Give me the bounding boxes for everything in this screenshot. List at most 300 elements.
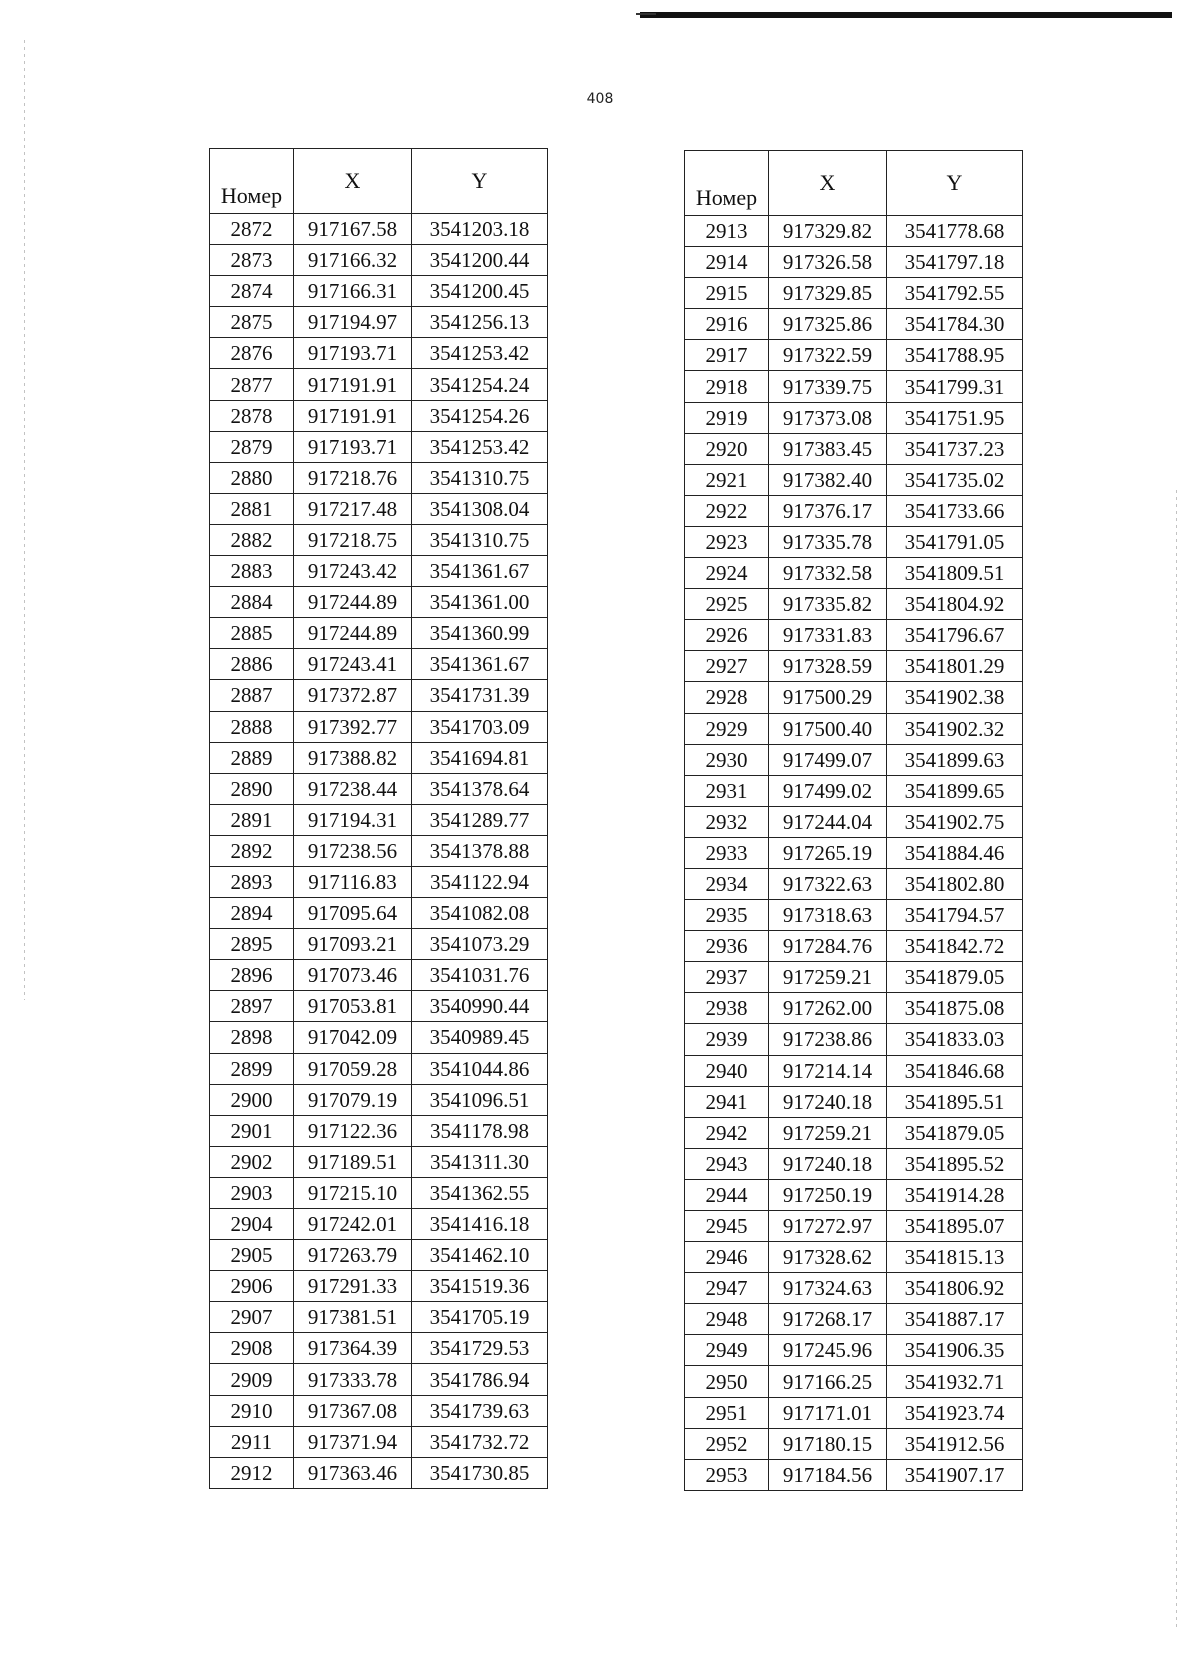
cell-number: 2884 bbox=[210, 587, 294, 618]
cell-x: 917244.89 bbox=[294, 587, 412, 618]
cell-number: 2916 bbox=[685, 309, 769, 340]
table-row bbox=[685, 558, 1023, 589]
cell-y: 3541200.45 bbox=[412, 276, 548, 307]
cell-number: 2889 bbox=[210, 742, 294, 773]
table-row bbox=[685, 744, 1023, 775]
coordinates-table-left bbox=[209, 148, 548, 1489]
cell-y: 3541462.10 bbox=[412, 1240, 548, 1271]
cell-number: 2953 bbox=[685, 1459, 769, 1490]
table-row bbox=[685, 837, 1023, 868]
cell-y: 3541815.13 bbox=[887, 1242, 1023, 1273]
cell-number: 2949 bbox=[685, 1335, 769, 1366]
table-row bbox=[685, 216, 1023, 247]
cell-x: 917243.41 bbox=[294, 649, 412, 680]
cell-x: 917263.79 bbox=[294, 1240, 412, 1271]
scan-edge-mark-right bbox=[1176, 490, 1177, 1630]
table-header-row bbox=[210, 149, 548, 214]
table-row bbox=[210, 1209, 548, 1240]
cell-y: 3541311.30 bbox=[412, 1146, 548, 1177]
cell-number: 2905 bbox=[210, 1240, 294, 1271]
cell-x: 917240.18 bbox=[769, 1148, 887, 1179]
cell-y: 3541804.92 bbox=[887, 589, 1023, 620]
cell-y: 3541799.31 bbox=[887, 371, 1023, 402]
cell-y: 3541253.42 bbox=[412, 338, 548, 369]
cell-number: 2931 bbox=[685, 775, 769, 806]
cell-x: 917218.75 bbox=[294, 524, 412, 555]
column-header-y: Y bbox=[412, 149, 548, 214]
table-row bbox=[210, 1271, 548, 1302]
cell-number: 2947 bbox=[685, 1273, 769, 1304]
cell-y: 3541879.05 bbox=[887, 1117, 1023, 1148]
cell-number: 2875 bbox=[210, 307, 294, 338]
table-row bbox=[210, 742, 548, 773]
cell-y: 3541792.55 bbox=[887, 278, 1023, 309]
cell-x: 917244.89 bbox=[294, 618, 412, 649]
cell-x: 917059.28 bbox=[294, 1053, 412, 1084]
cell-number: 2873 bbox=[210, 245, 294, 276]
column-header-y: Y bbox=[887, 151, 1023, 216]
cell-x: 917329.85 bbox=[769, 278, 887, 309]
cell-number: 2878 bbox=[210, 400, 294, 431]
cell-y: 3541732.72 bbox=[412, 1426, 548, 1457]
cell-y: 3541923.74 bbox=[887, 1397, 1023, 1428]
cell-number: 2941 bbox=[685, 1086, 769, 1117]
cell-y: 3541794.57 bbox=[887, 900, 1023, 931]
cell-x: 917184.56 bbox=[769, 1459, 887, 1490]
cell-y: 3541203.18 bbox=[412, 214, 548, 245]
table-row bbox=[685, 589, 1023, 620]
cell-number: 2942 bbox=[685, 1117, 769, 1148]
cell-number: 2913 bbox=[685, 216, 769, 247]
table-row bbox=[210, 587, 548, 618]
cell-x: 917214.14 bbox=[769, 1055, 887, 1086]
cell-y: 3541875.08 bbox=[887, 993, 1023, 1024]
cell-x: 917079.19 bbox=[294, 1084, 412, 1115]
cell-y: 3541360.99 bbox=[412, 618, 548, 649]
cell-y: 3541361.67 bbox=[412, 556, 548, 587]
cell-x: 917166.32 bbox=[294, 245, 412, 276]
cell-y: 3541361.67 bbox=[412, 649, 548, 680]
table-row bbox=[685, 526, 1023, 557]
table-row bbox=[685, 651, 1023, 682]
cell-number: 2926 bbox=[685, 620, 769, 651]
table-row bbox=[210, 773, 548, 804]
cell-y: 3541788.95 bbox=[887, 340, 1023, 371]
cell-number: 2950 bbox=[685, 1366, 769, 1397]
cell-number: 2893 bbox=[210, 866, 294, 897]
cell-x: 917499.02 bbox=[769, 775, 887, 806]
table-row bbox=[685, 433, 1023, 464]
cell-y: 3541751.95 bbox=[887, 402, 1023, 433]
cell-x: 917167.58 bbox=[294, 214, 412, 245]
cell-number: 2872 bbox=[210, 214, 294, 245]
cell-y: 3541694.81 bbox=[412, 742, 548, 773]
table-row bbox=[210, 680, 548, 711]
cell-number: 2909 bbox=[210, 1364, 294, 1395]
cell-x: 917328.62 bbox=[769, 1242, 887, 1273]
cell-y: 3541703.09 bbox=[412, 711, 548, 742]
cell-y: 3541801.29 bbox=[887, 651, 1023, 682]
table-row bbox=[210, 214, 548, 245]
cell-y: 3541884.46 bbox=[887, 837, 1023, 868]
cell-y: 3541739.63 bbox=[412, 1395, 548, 1426]
cell-y: 3541733.66 bbox=[887, 495, 1023, 526]
cell-y: 3541737.23 bbox=[887, 433, 1023, 464]
table-row bbox=[210, 1084, 548, 1115]
cell-y: 3541895.07 bbox=[887, 1211, 1023, 1242]
table-row bbox=[210, 649, 548, 680]
cell-number: 2915 bbox=[685, 278, 769, 309]
cell-x: 917272.97 bbox=[769, 1211, 887, 1242]
cell-x: 917291.33 bbox=[294, 1271, 412, 1302]
table-row bbox=[210, 493, 548, 524]
table-row bbox=[685, 1024, 1023, 1055]
table-row bbox=[685, 1242, 1023, 1273]
cell-x: 917073.46 bbox=[294, 960, 412, 991]
cell-number: 2890 bbox=[210, 773, 294, 804]
cell-x: 917322.59 bbox=[769, 340, 887, 371]
cell-y: 3541833.03 bbox=[887, 1024, 1023, 1055]
cell-x: 917194.31 bbox=[294, 804, 412, 835]
cell-x: 917376.17 bbox=[769, 495, 887, 526]
cell-number: 2895 bbox=[210, 929, 294, 960]
cell-x: 917171.01 bbox=[769, 1397, 887, 1428]
cell-number: 2891 bbox=[210, 804, 294, 835]
cell-x: 917215.10 bbox=[294, 1177, 412, 1208]
cell-x: 917333.78 bbox=[294, 1364, 412, 1395]
cell-x: 917335.78 bbox=[769, 526, 887, 557]
cell-number: 2933 bbox=[685, 837, 769, 868]
cell-number: 2877 bbox=[210, 369, 294, 400]
cell-number: 2922 bbox=[685, 495, 769, 526]
cell-number: 2896 bbox=[210, 960, 294, 991]
cell-y: 3541254.24 bbox=[412, 369, 548, 400]
table-row bbox=[210, 431, 548, 462]
cell-x: 917193.71 bbox=[294, 338, 412, 369]
cell-x: 917189.51 bbox=[294, 1146, 412, 1177]
table-row bbox=[210, 1457, 548, 1488]
cell-y: 3541200.44 bbox=[412, 245, 548, 276]
table-row bbox=[210, 556, 548, 587]
cell-number: 2940 bbox=[685, 1055, 769, 1086]
cell-number: 2932 bbox=[685, 806, 769, 837]
cell-y: 3541786.94 bbox=[412, 1364, 548, 1395]
cell-y: 3540989.45 bbox=[412, 1022, 548, 1053]
cell-y: 3541096.51 bbox=[412, 1084, 548, 1115]
cell-y: 3541310.75 bbox=[412, 462, 548, 493]
table-row bbox=[210, 307, 548, 338]
cell-y: 3541907.17 bbox=[887, 1459, 1023, 1490]
cell-x: 917243.42 bbox=[294, 556, 412, 587]
cell-number: 2892 bbox=[210, 835, 294, 866]
cell-number: 2894 bbox=[210, 898, 294, 929]
cell-x: 917245.96 bbox=[769, 1335, 887, 1366]
table-row bbox=[210, 1053, 548, 1084]
cell-x: 917238.56 bbox=[294, 835, 412, 866]
table-row bbox=[210, 462, 548, 493]
cell-x: 917244.04 bbox=[769, 806, 887, 837]
table-row bbox=[210, 369, 548, 400]
table-row bbox=[685, 495, 1023, 526]
table-row bbox=[210, 524, 548, 555]
cell-number: 2900 bbox=[210, 1084, 294, 1115]
table-row bbox=[685, 278, 1023, 309]
cell-number: 2902 bbox=[210, 1146, 294, 1177]
cell-y: 3541797.18 bbox=[887, 247, 1023, 278]
table-row bbox=[685, 775, 1023, 806]
cell-x: 917499.07 bbox=[769, 744, 887, 775]
cell-y: 3541887.17 bbox=[887, 1304, 1023, 1335]
cell-x: 917383.45 bbox=[769, 433, 887, 464]
cell-number: 2924 bbox=[685, 558, 769, 589]
cell-y: 3541362.55 bbox=[412, 1177, 548, 1208]
cell-x: 917240.18 bbox=[769, 1086, 887, 1117]
cell-x: 917331.83 bbox=[769, 620, 887, 651]
table-header-row bbox=[685, 151, 1023, 216]
cell-number: 2939 bbox=[685, 1024, 769, 1055]
cell-number: 2881 bbox=[210, 493, 294, 524]
cell-x: 917284.76 bbox=[769, 931, 887, 962]
cell-y: 3541914.28 bbox=[887, 1179, 1023, 1210]
cell-x: 917388.82 bbox=[294, 742, 412, 773]
cell-number: 2911 bbox=[210, 1426, 294, 1457]
cell-number: 2945 bbox=[685, 1211, 769, 1242]
cell-number: 2920 bbox=[685, 433, 769, 464]
cell-number: 2901 bbox=[210, 1115, 294, 1146]
cell-number: 2927 bbox=[685, 651, 769, 682]
cell-number: 2943 bbox=[685, 1148, 769, 1179]
cell-y: 3541073.29 bbox=[412, 929, 548, 960]
table-row bbox=[210, 804, 548, 835]
cell-x: 917371.94 bbox=[294, 1426, 412, 1457]
cell-x: 917372.87 bbox=[294, 680, 412, 711]
table-row bbox=[210, 1146, 548, 1177]
table-row bbox=[685, 402, 1023, 433]
table-row bbox=[210, 960, 548, 991]
cell-y: 3541906.35 bbox=[887, 1335, 1023, 1366]
table-row bbox=[685, 1055, 1023, 1086]
cell-number: 2946 bbox=[685, 1242, 769, 1273]
table-row bbox=[685, 1086, 1023, 1117]
cell-y: 3541784.30 bbox=[887, 309, 1023, 340]
cell-number: 2874 bbox=[210, 276, 294, 307]
cell-y: 3541310.75 bbox=[412, 524, 548, 555]
table-row bbox=[685, 1397, 1023, 1428]
table-row bbox=[210, 1177, 548, 1208]
cell-y: 3541895.51 bbox=[887, 1086, 1023, 1117]
cell-y: 3541912.56 bbox=[887, 1428, 1023, 1459]
table-row bbox=[685, 247, 1023, 278]
table-row bbox=[685, 900, 1023, 931]
cell-number: 2948 bbox=[685, 1304, 769, 1335]
cell-x: 917191.91 bbox=[294, 369, 412, 400]
table-row bbox=[210, 866, 548, 897]
cell-y: 3541806.92 bbox=[887, 1273, 1023, 1304]
table-row bbox=[685, 340, 1023, 371]
cell-y: 3541842.72 bbox=[887, 931, 1023, 962]
cell-x: 917238.44 bbox=[294, 773, 412, 804]
table-row bbox=[685, 309, 1023, 340]
cell-number: 2888 bbox=[210, 711, 294, 742]
cell-number: 2929 bbox=[685, 713, 769, 744]
cell-y: 3541902.38 bbox=[887, 682, 1023, 713]
cell-number: 2885 bbox=[210, 618, 294, 649]
cell-x: 917382.40 bbox=[769, 464, 887, 495]
cell-y: 3541731.39 bbox=[412, 680, 548, 711]
table-row bbox=[685, 1179, 1023, 1210]
table-row bbox=[685, 371, 1023, 402]
cell-number: 2944 bbox=[685, 1179, 769, 1210]
table-row bbox=[685, 1335, 1023, 1366]
cell-number: 2898 bbox=[210, 1022, 294, 1053]
cell-y: 3541082.08 bbox=[412, 898, 548, 929]
table-row bbox=[210, 618, 548, 649]
cell-y: 3541809.51 bbox=[887, 558, 1023, 589]
cell-x: 917193.71 bbox=[294, 431, 412, 462]
table-row bbox=[210, 929, 548, 960]
cell-x: 917122.36 bbox=[294, 1115, 412, 1146]
cell-x: 917318.63 bbox=[769, 900, 887, 931]
column-header-x: X bbox=[294, 149, 412, 214]
cell-x: 917095.64 bbox=[294, 898, 412, 929]
cell-y: 3541778.68 bbox=[887, 216, 1023, 247]
cell-x: 917259.21 bbox=[769, 1117, 887, 1148]
cell-x: 917373.08 bbox=[769, 402, 887, 433]
table-row bbox=[210, 400, 548, 431]
cell-number: 2883 bbox=[210, 556, 294, 587]
cell-x: 917180.15 bbox=[769, 1428, 887, 1459]
cell-number: 2918 bbox=[685, 371, 769, 402]
cell-x: 917381.51 bbox=[294, 1302, 412, 1333]
cell-number: 2951 bbox=[685, 1397, 769, 1428]
cell-y: 3541705.19 bbox=[412, 1302, 548, 1333]
table-row bbox=[210, 1364, 548, 1395]
cell-number: 2879 bbox=[210, 431, 294, 462]
cell-x: 917250.19 bbox=[769, 1179, 887, 1210]
table-row bbox=[210, 1395, 548, 1426]
table-row bbox=[685, 1273, 1023, 1304]
table-row bbox=[210, 991, 548, 1022]
table-row bbox=[210, 711, 548, 742]
cell-y: 3540990.44 bbox=[412, 991, 548, 1022]
cell-number: 2934 bbox=[685, 868, 769, 899]
table-row bbox=[210, 835, 548, 866]
table-row bbox=[210, 1302, 548, 1333]
cell-number: 2930 bbox=[685, 744, 769, 775]
cell-y: 3541802.80 bbox=[887, 868, 1023, 899]
cell-x: 917042.09 bbox=[294, 1022, 412, 1053]
cell-y: 3541791.05 bbox=[887, 526, 1023, 557]
cell-y: 3541031.76 bbox=[412, 960, 548, 991]
cell-y: 3541254.26 bbox=[412, 400, 548, 431]
cell-number: 2880 bbox=[210, 462, 294, 493]
cell-number: 2936 bbox=[685, 931, 769, 962]
cell-y: 3541932.71 bbox=[887, 1366, 1023, 1397]
table-row bbox=[685, 620, 1023, 651]
cell-y: 3541519.36 bbox=[412, 1271, 548, 1302]
cell-x: 917053.81 bbox=[294, 991, 412, 1022]
cell-x: 917328.59 bbox=[769, 651, 887, 682]
table-row bbox=[210, 276, 548, 307]
cell-y: 3541879.05 bbox=[887, 962, 1023, 993]
cell-x: 917166.25 bbox=[769, 1366, 887, 1397]
cell-number: 2906 bbox=[210, 1271, 294, 1302]
cell-x: 917339.75 bbox=[769, 371, 887, 402]
table-row bbox=[685, 1211, 1023, 1242]
table-row bbox=[685, 1304, 1023, 1335]
cell-x: 917332.58 bbox=[769, 558, 887, 589]
cell-number: 2899 bbox=[210, 1053, 294, 1084]
cell-y: 3541253.42 bbox=[412, 431, 548, 462]
cell-x: 917262.00 bbox=[769, 993, 887, 1024]
cell-x: 917500.29 bbox=[769, 682, 887, 713]
cell-number: 2952 bbox=[685, 1428, 769, 1459]
table-row bbox=[210, 1115, 548, 1146]
cell-number: 2938 bbox=[685, 993, 769, 1024]
table-row bbox=[685, 962, 1023, 993]
cell-y: 3541895.52 bbox=[887, 1148, 1023, 1179]
table-row bbox=[685, 868, 1023, 899]
cell-x: 917363.46 bbox=[294, 1457, 412, 1488]
table-row bbox=[210, 338, 548, 369]
column-header-number: Номер bbox=[685, 151, 769, 216]
cell-y: 3541796.67 bbox=[887, 620, 1023, 651]
table-row bbox=[685, 713, 1023, 744]
cell-x: 917322.63 bbox=[769, 868, 887, 899]
cell-number: 2876 bbox=[210, 338, 294, 369]
cell-x: 917191.91 bbox=[294, 400, 412, 431]
cell-x: 917166.31 bbox=[294, 276, 412, 307]
cell-number: 2914 bbox=[685, 247, 769, 278]
cell-y: 3541378.88 bbox=[412, 835, 548, 866]
cell-y: 3541178.98 bbox=[412, 1115, 548, 1146]
cell-number: 2919 bbox=[685, 402, 769, 433]
cell-number: 2903 bbox=[210, 1177, 294, 1208]
cell-number: 2887 bbox=[210, 680, 294, 711]
scan-edge-mark-left bbox=[24, 40, 25, 1000]
cell-number: 2910 bbox=[210, 1395, 294, 1426]
table-row bbox=[210, 1426, 548, 1457]
column-header-number: Номер bbox=[210, 149, 294, 214]
cell-x: 917242.01 bbox=[294, 1209, 412, 1240]
cell-x: 917259.21 bbox=[769, 962, 887, 993]
cell-x: 917326.58 bbox=[769, 247, 887, 278]
cell-number: 2904 bbox=[210, 1209, 294, 1240]
cell-x: 917238.86 bbox=[769, 1024, 887, 1055]
cell-y: 3541044.86 bbox=[412, 1053, 548, 1084]
cell-y: 3541122.94 bbox=[412, 866, 548, 897]
header-rule-tail bbox=[636, 13, 656, 15]
cell-x: 917367.08 bbox=[294, 1395, 412, 1426]
cell-number: 2937 bbox=[685, 962, 769, 993]
cell-number: 2925 bbox=[685, 589, 769, 620]
cell-number: 2928 bbox=[685, 682, 769, 713]
cell-x: 917364.39 bbox=[294, 1333, 412, 1364]
cell-y: 3541729.53 bbox=[412, 1333, 548, 1364]
cell-y: 3541378.64 bbox=[412, 773, 548, 804]
cell-number: 2921 bbox=[685, 464, 769, 495]
cell-y: 3541735.02 bbox=[887, 464, 1023, 495]
table-row bbox=[685, 1117, 1023, 1148]
table-row bbox=[210, 245, 548, 276]
cell-x: 917268.17 bbox=[769, 1304, 887, 1335]
cell-y: 3541289.77 bbox=[412, 804, 548, 835]
table-row bbox=[685, 464, 1023, 495]
cell-number: 2886 bbox=[210, 649, 294, 680]
table-row bbox=[210, 1333, 548, 1364]
table-row bbox=[210, 898, 548, 929]
table-row bbox=[685, 1459, 1023, 1490]
